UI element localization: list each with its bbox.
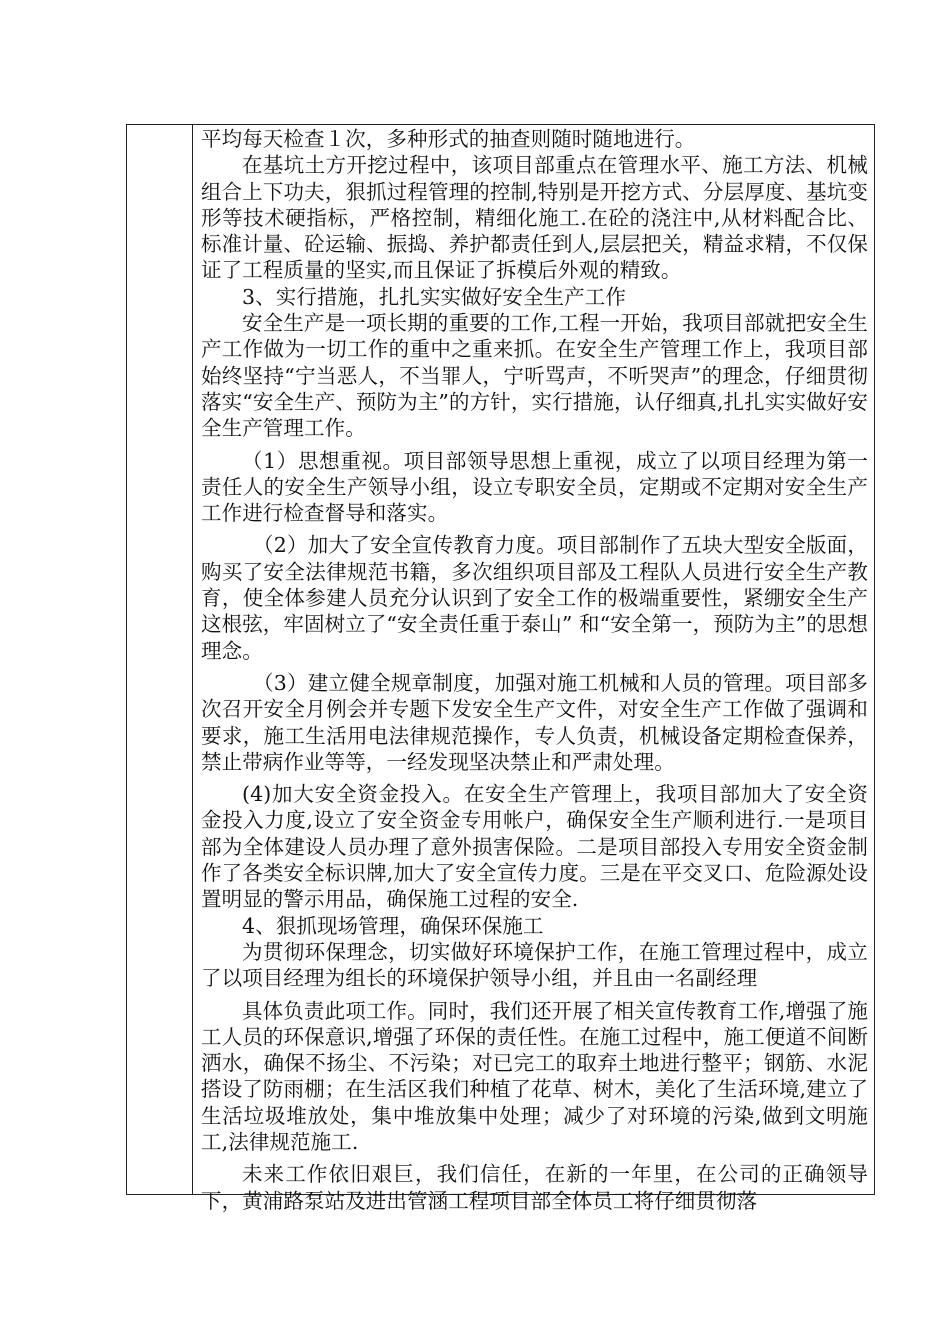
paragraph-environmental-group: 为贯彻环保理念，切实做好环境保护工作，在施工管理过程中，成立了以项目经理为组长的环境保护领导小组，并且由一名副经理 (201, 939, 868, 991)
table-left-cell (127, 125, 193, 1194)
paragraph-item-1-ideology: （1）思想重视。项目部领导思想上重视，成立了以项目经理为第一责任人的安全生产领导小组，设立专职安全员，定期或不定期对安全生产工作进行检查督导和落实。 (201, 448, 868, 526)
paragraph-item-3-regulations: （3）建立健全规章制度，加强对施工机械和人员的管理。项目部多次召开安全月例会并专题下发安全生产文件，对安全生产工作做了强调和要求，施工生活用电法律规范操作，专人负责，机械设备定期检查保养，禁止带病作业等等，一经发现坚决禁止和严肃处理。 (201, 670, 868, 774)
paragraph-future-work: 未来工作依旧艰巨，我们信任，在新的一年里，在公司的正确领导下，黄浦路泵站及进出管涵工程项目部全体员工将仔细贯彻落 (201, 1162, 868, 1213)
paragraph-excavation-quality: 在基坑土方开挖过程中，该项目部重点在管理水平、施工方法、机械组合上下功夫，狠抓过程管理的控制,特别是开挖方式、分层厚度、基坑变形等技术硬指标，严格控制，精细化施工.在砼的浇注中,从材料配合比、标准计量、砼运输、振捣、养护都责任到人,层层把关，精益求精，不仅保证了工程质量的坚实,而且保证了拆模后外观的精致。 (201, 153, 868, 283)
heading-site-management: 4、狠抓现场管理，确保环保施工 (242, 913, 544, 938)
paragraph-environmental-work: 具体负责此项工作。同时，我们还开展了相关宣传教育工作,增强了施工人员的环保意识,增强了环保的责任性。在施工过程中，施工便道不间断洒水，确保不扬尘、不污染；对已完工的取弃土地进行整平；钢筋、水泥搭设了防雨棚；在生活区我们种植了花草、树木，美化了生活环境,建立了生活垃圾堆放处，集中堆放集中处理；减少了对环境的污染,做到文明施工,法律规范施工. (201, 998, 868, 1154)
heading-safety-measures: 3、实行措施，扎扎实实做好安全生产工作 (242, 284, 626, 309)
paragraph-inspection-frequency: 平均每天检查１次，多种形式的抽查则随时随地进行。 (201, 127, 696, 151)
paragraph-item-4-funding: (4)加大安全资金投入。在安全生产管理上，我项目部加大了安全资金投入力度,设立了安全资金专用帐户，确保安全生产顺利进行.一是项目部为全体建设人员办理了意外损害保险。二是项目部投入专用安全资金制作了各类安全标识牌,加大了安全宣传力度。三是在平交叉口、危险源处设置明显的警示用品，确保施工过程的安全. (201, 782, 868, 912)
paragraph-item-2-education: （2）加大了安全宣传教育力度。项目部制作了五块大型安全版面，购买了安全法律规范书籍，多次组织项目部及工程队人员进行安全生产教育，使全体参建人员充分认识到了安全工作的极端重要性，紧绷安全生产这根弦，牢固树立了“安全责任重于泰山” 和“安全第一，预防为主”的思想理念。 (201, 533, 868, 663)
paragraph-safety-production: 安全生产是一项长期的重要的工作,工程一开始，我项目部就把安全生产工作做为一切工作的重中之重来抓。在安全生产管理工作上，我项目部始终坚持“宁当恶人，不当罪人，宁听骂声，不听哭声”的理念，仔细贯彻落实“安全生产、预防为主”的方针，实行措施，认仔细真,扎扎实实做好安全生产管理工作。 (201, 311, 868, 441)
document-table (126, 124, 875, 1213)
table-content-cell (193, 125, 874, 1213)
